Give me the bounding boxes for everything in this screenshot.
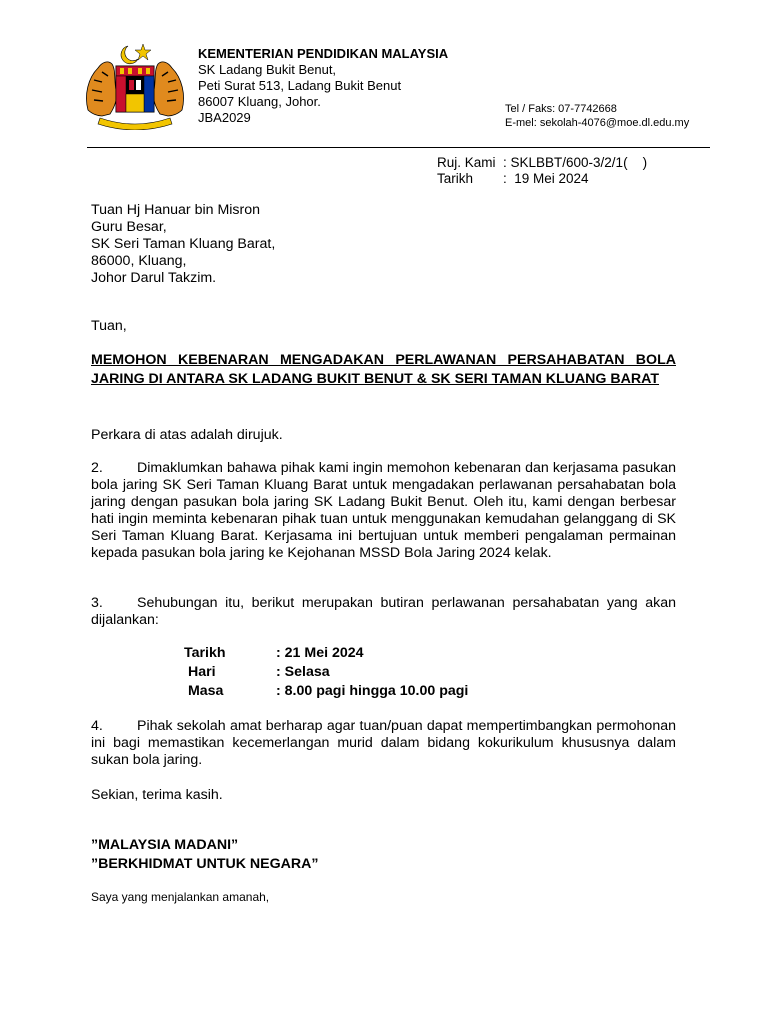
paragraph-number: 4. [91,718,103,734]
recipient-line: SK Seri Taman Kluang Barat, [91,236,276,252]
detail-value: : 8.00 pagi hingga 10.00 pagi [276,683,469,699]
paragraph-text: Sehubungan itu, berikut merupakan butiran perlawanan persahabatan yang akan dijalankan: [91,595,676,628]
date-label: Tarikh [437,171,474,186]
paragraph-text: Pihak sekolah amat berharap agar tuan/puan dapat mempertimbangkan permohonan ini bagi memastikan kecemerlangan murid dalam bidang kokurikulum khususnya dalam sukan bola jaring. [91,718,676,768]
address-line: SK Ladang Bukit Benut, [198,62,337,77]
paragraph-number: 2. [91,460,103,476]
paragraph-4 [91,718,676,769]
address-line: 86007 Kluang, Johor. [198,94,321,109]
coat-of-arms-logo [80,40,190,130]
recipient-line: Tuan Hj Hanuar bin Misron [91,202,261,218]
paragraph-2 [91,460,676,562]
address-line: JBA2029 [198,110,251,125]
contact-info [505,102,689,130]
ministry-name: KEMENTERIAN PENDIDIKAN MALAYSIA [198,46,449,61]
closing: Sekian, terima kasih. [91,787,223,803]
phone-fax: Tel / Faks: 07-7742668 [505,103,617,115]
paragraph-text: Dimaklumkan bahawa pihak kami ingin memohon kebenaran dan kerjasama pasukan bola jaring SK Seri Taman Kluang Barat untuk mengadakan perlawanan persahabatan bola jaring dengan pasukan bola jaring SK Ladang Bukit Benut. Oleh itu, kami dengan berbesar hati ingin meminta kebenaran pihak tuan untuk menggunakan kemudahan gelanggang di SK Seri Taman Kluang Barat. Kerjasama ini bertujuan untuk memberi pengalaman permainan kepada pasukan bola jaring ke Kejohanan MSSD Bola Jaring 2024 kelak. [91,460,676,561]
detail-label: Tarikh [184,645,226,661]
reference-line: Perkara di atas adalah dirujuk. [91,427,283,443]
detail-label: Masa [184,683,224,699]
detail-value: : Selasa [276,664,330,680]
motto-line: ”MALAYSIA MADANI” [91,837,239,853]
letter-subject: MEMOHON KEBENARAN MENGADAKAN PERLAWANAN PERSAHABATAN BOLA JARING DI ANTARA SK LADANG BUKIT BENUT & SK SERI TAMAN KLUANG BARAT [91,352,676,387]
school-address [198,62,401,126]
address-line: Peti Surat 513, Ladang Bukit Benut [198,78,402,93]
date-value: : 19 Mei 2024 [503,171,589,186]
recipient-line: 86000, Kluang, [91,253,187,269]
paragraph-number: 3. [91,595,103,611]
ref-value: : SKLBBT/600-3/2/1( ) [503,155,648,170]
recipient-line: Johor Darul Takzim. [91,270,217,286]
recipient-line: Guru Besar, [91,219,167,235]
recipient-address [91,202,275,287]
paragraph-3 [91,595,676,629]
ref-label: Ruj. Kami [437,155,496,170]
reference-block [437,155,647,187]
match-details [184,644,468,701]
motto-line: ”BERKHIDMAT UNTUK NEGARA” [91,856,319,872]
email: E-mel: sekolah-4076@moe.dl.edu.my [505,117,690,129]
detail-value: : 21 Mei 2024 [276,645,364,661]
header-divider [87,147,710,148]
national-motto [91,836,319,874]
sign-off: Saya yang menjalankan amanah, [91,890,270,904]
detail-label: Hari [184,664,216,680]
salutation: Tuan, [91,318,127,334]
